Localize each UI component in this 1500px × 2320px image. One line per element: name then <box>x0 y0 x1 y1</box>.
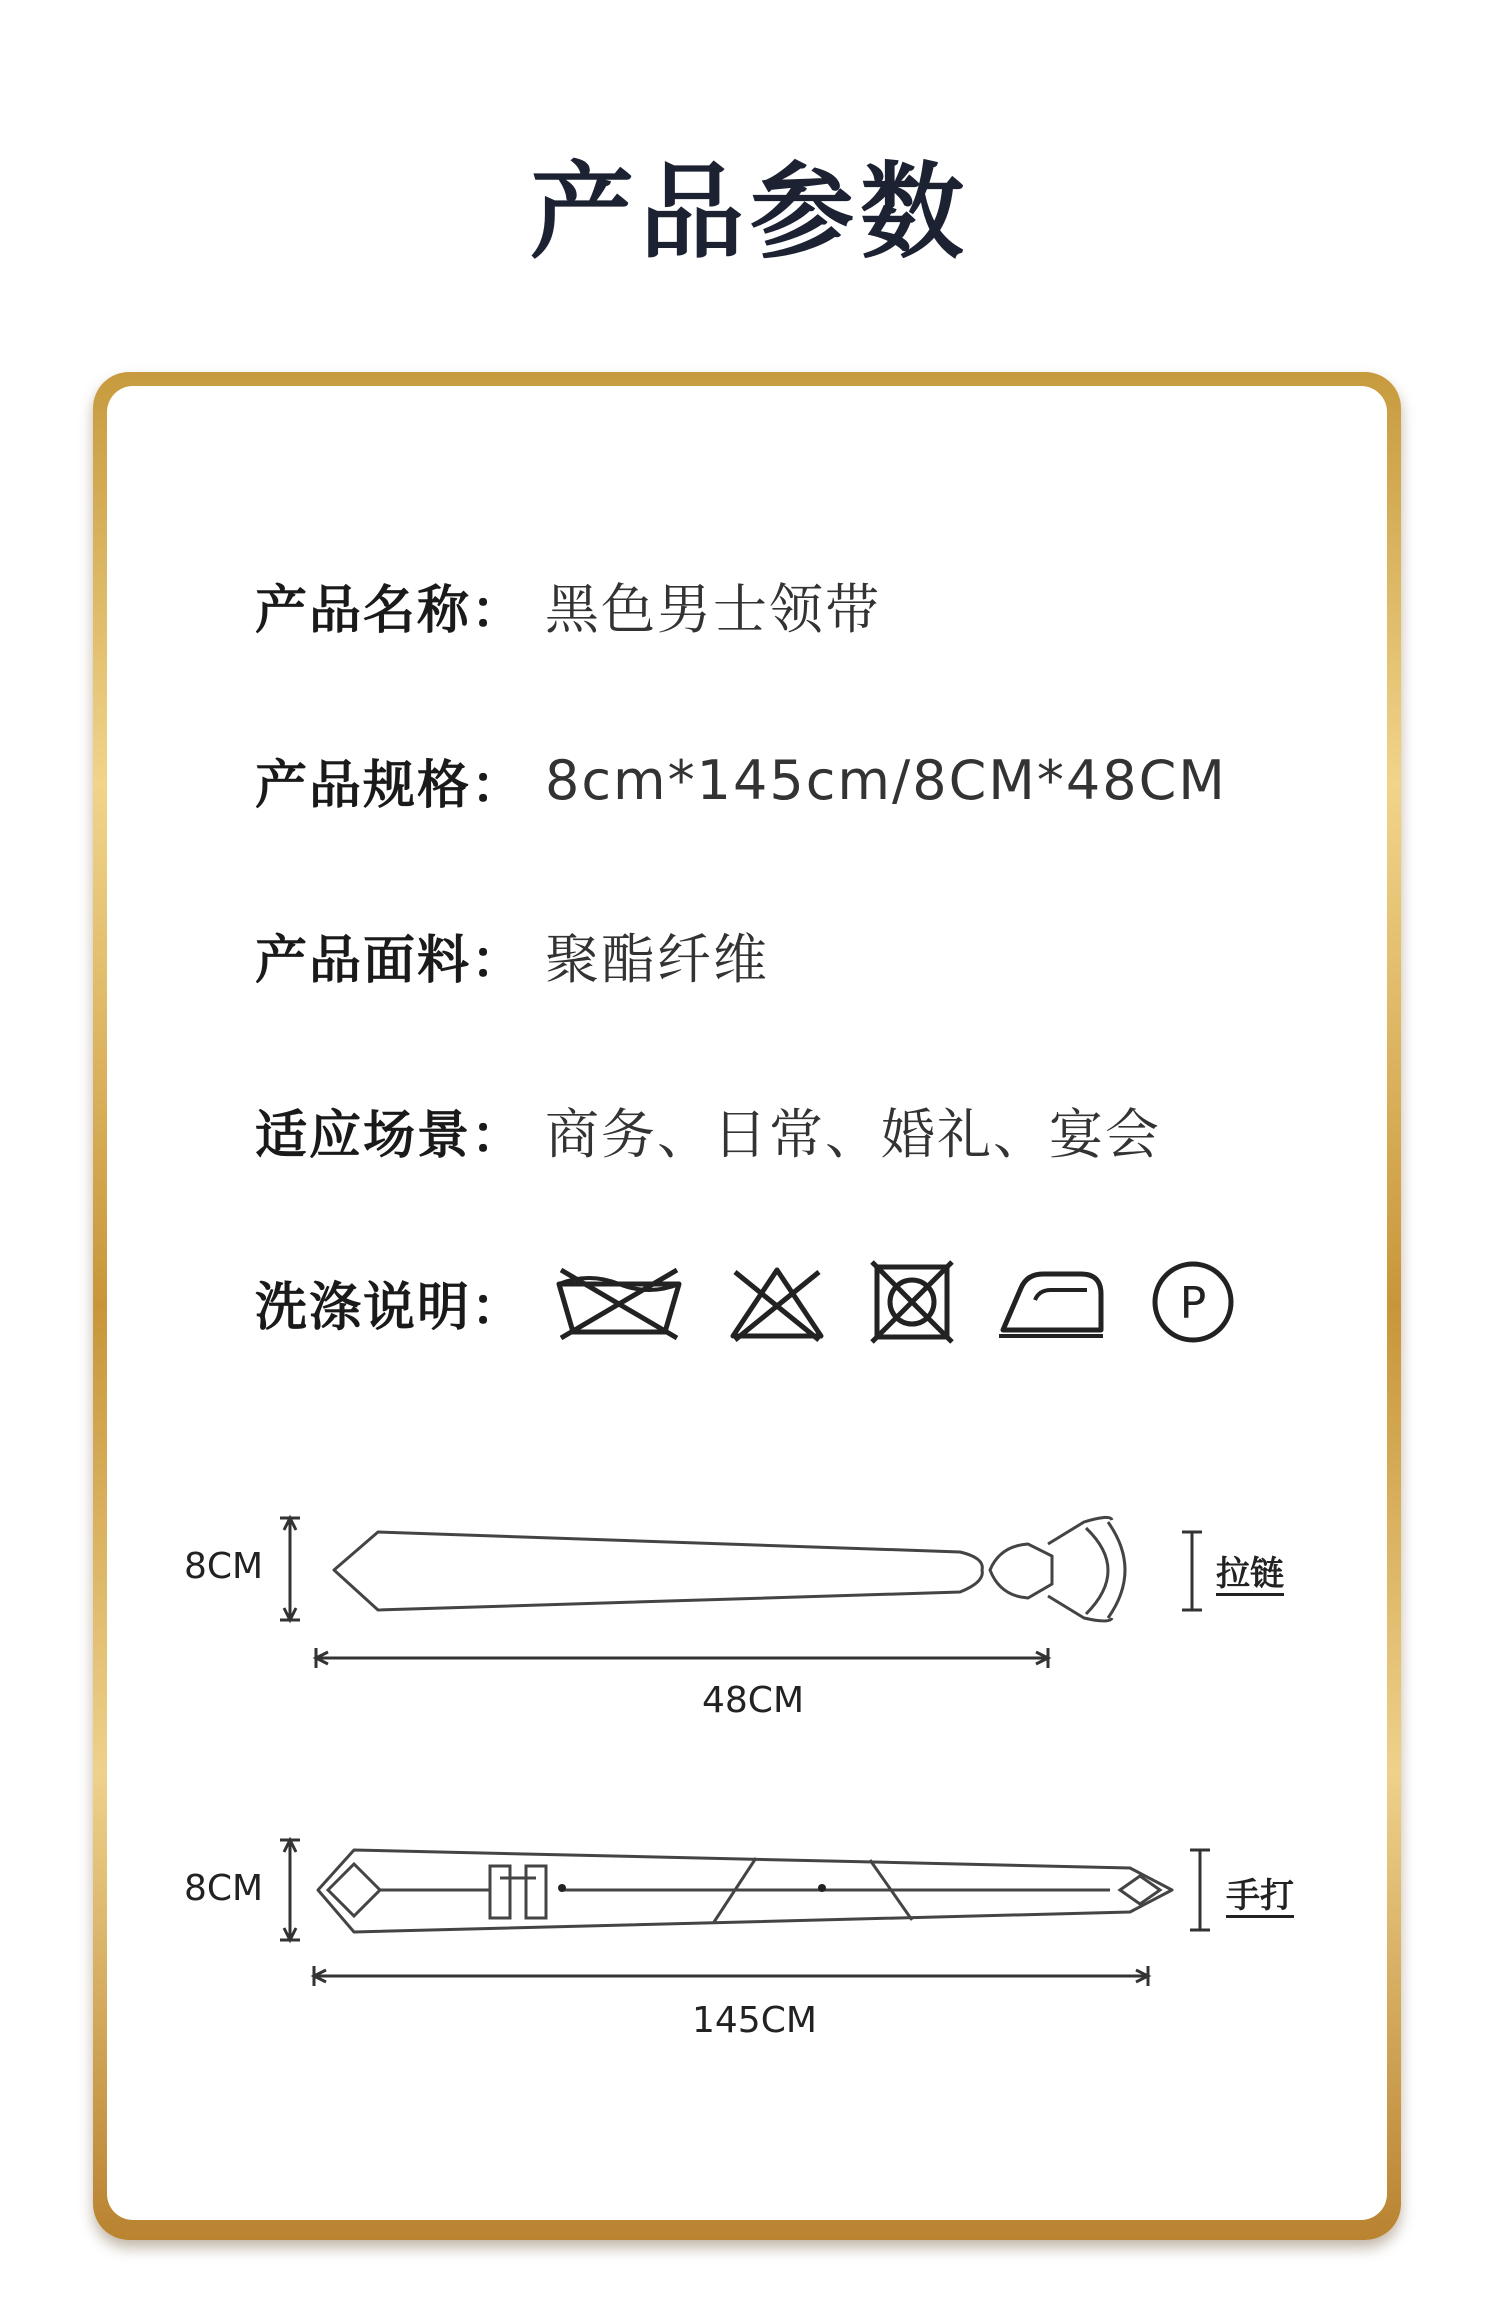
param-value-name: 黑色男士领带 <box>545 577 882 641</box>
param-label-occasion: 适应场景： <box>255 1105 526 1166</box>
param-row-name <box>255 565 881 645</box>
handtied-tie-drawing <box>0 1820 1500 2080</box>
param-label-material: 产品面料： <box>255 930 526 991</box>
do-not-wash-icon <box>553 1262 685 1342</box>
p-letter: P <box>1179 1278 1207 1329</box>
handtied-length-label: 145CM <box>692 2000 817 2041</box>
param-value-material: 聚酯纤维 <box>545 927 770 991</box>
param-value-spec: 8cm*145cm/8CM*48CM <box>545 748 1227 812</box>
handtied-type-label: 手打 <box>1226 1876 1294 1916</box>
zipper-tie-drawing <box>0 1500 1500 1760</box>
do-not-tumble-dry-icon <box>869 1259 955 1345</box>
page-title: 产品参数 <box>529 151 970 273</box>
zipper-width-label: 8CM <box>184 1546 264 1587</box>
param-row-material <box>255 915 769 995</box>
professional-dry-clean-p-icon <box>1149 1258 1237 1346</box>
param-row-occasion <box>255 1090 1161 1170</box>
iron-icon <box>997 1264 1107 1340</box>
param-label-care: 洗涤说明： <box>255 1277 526 1338</box>
param-value-occasion: 商务、日常、婚礼、宴会 <box>545 1102 1162 1166</box>
zipper-tie-diagram <box>0 1500 1500 1760</box>
param-label-name: 产品名称： <box>255 580 526 641</box>
handtied-width-label: 8CM <box>184 1868 264 1909</box>
param-row-care <box>255 1262 1279 1342</box>
handtied-tie-diagram <box>0 1820 1500 2080</box>
do-not-bleach-icon <box>727 1262 827 1342</box>
param-row-spec <box>255 740 1227 820</box>
care-icons <box>553 1258 1279 1346</box>
zipper-type-label: 拉链 <box>1216 1554 1284 1594</box>
param-label-spec: 产品规格： <box>255 755 526 816</box>
zipper-length-label: 48CM <box>702 1680 805 1721</box>
